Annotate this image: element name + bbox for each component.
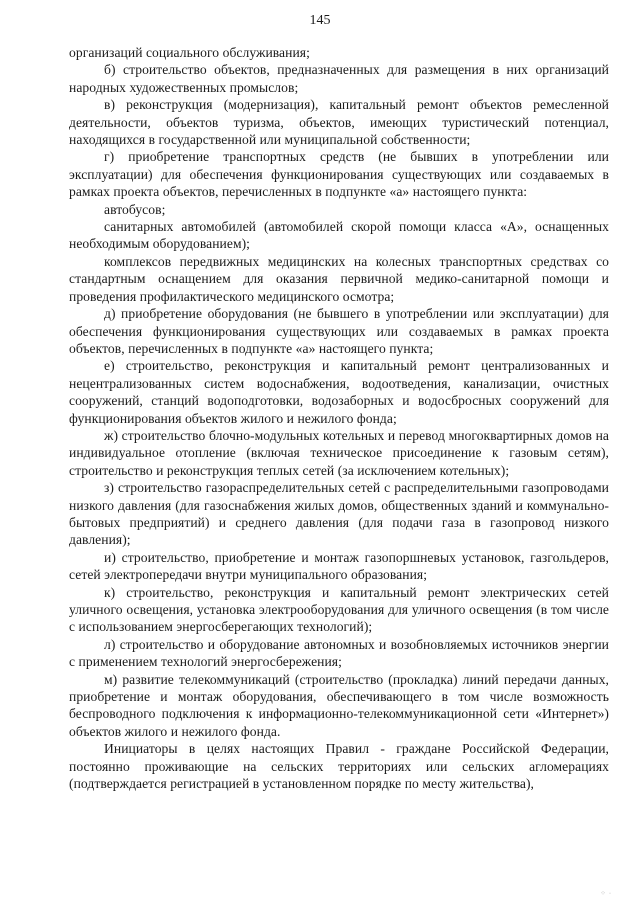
paragraph-item-z: з) строительство газораспределительных сетей с распределительными газопроводами низкого давления (для газоснабжения жилых домов, общественных зданий и коммунально-бытовых предприятий) и среднего давления (для подачи газа в газопровод низкого давления);	[69, 480, 609, 548]
paragraph-item-e: е) строительство, реконструкция и капитальный ремонт централизованных и нецентрализованных систем водоснабжения, водоотведения, канализации, очистных сооружений, станций водоподготовки, водозаборных и водосбросных сооружений для функционирования объектов жилого и нежилого фонда;	[69, 358, 609, 426]
paragraph-item-b: б) строительство объектов, предназначенных для размещения в них организаций народных художественных промыслов;	[69, 62, 609, 95]
document-body	[69, 44, 609, 792]
paragraph-item-i: и) строительство, приобретение и монтаж газопоршневых установок, газгольдеров, сетей электропередачи внутри муниципального образования;	[69, 549, 609, 583]
paragraph-item-d: д) приобретение оборудования (не бывшего в употреблении или эксплуатации) для обеспечения функционирования существующих или создаваемых в рамках проекта объектов, перечисленных в подпункте «а» настоящего пункта;	[69, 306, 609, 356]
paragraph-item-v: в) реконструкция (модернизация), капитальный ремонт объектов ремесленной деятельности, объектов туризма, объектов, имеющих туристический потенциал, находящихся в государственной или муниципальной собственности;	[69, 97, 609, 148]
paragraph-item-l: л) строительство и оборудование автономных и возобновляемых источников энергии с применением технологий энергосбережения;	[69, 636, 609, 670]
paragraph-item-g: г) приобретение транспортных средств (не бывших в употреблении или эксплуатации) для обеспечения функционирования существующих или создаваемых в рамках проекта объектов, перечисленных в подпункте «а» настоящего пункта:	[69, 149, 609, 200]
paragraph-sub-ambulances: санитарных автомобилей (автомобилей скорой помощи класса «А», оснащенных необходимым оборудованием);	[69, 219, 609, 252]
page-number: 145	[309, 13, 331, 28]
paragraph-item-zh: ж) строительство блочно-модульных котельных и перевод многоквартирных домов на индивидуальное отопление (включая техническое присоединение к газовым сетям), строительство и реконструкция теплых сетей (за исключением котельных);	[69, 427, 609, 478]
paragraph-sub-buses: автобусов;	[104, 201, 166, 217]
paragraph-item-m: м) развитие телекоммуникаций (строительство (прокладка) линий передачи данных, приобретение и монтаж оборудования, обеспечивающего в том числе возможность беспроводного подключения к информационно-телекоммуникационной сети «Интернет») объектов жилого и нежилого фонда.	[69, 671, 609, 739]
paragraph-continuation: организаций социального обслуживания;	[69, 45, 310, 60]
paragraph-item-k: к) строительство, реконструкция и капитальный ремонт электрических сетей уличного освещения, установка электрооборудования для уличного освещения (в том числе с использованием энергосберегающих технологий);	[69, 584, 609, 635]
paragraph-sub-mobile-medical: комплексов передвижных медицинских на колесных транспортных средствах со стандартным оснащением для оказания первичной медико-санитарной помощи и проведения профилактического медицинского осмотра;	[69, 253, 609, 304]
paragraph-initiators: Инициаторы в целях настоящих Правил - граждане Российской Федерации, постоянно проживающие на сельских территориях или сельских агломерациях (подтверждается регистрацией в установленном порядке по месту жительства),	[69, 741, 609, 792]
scan-artifact: ⁘ ·	[600, 891, 612, 897]
